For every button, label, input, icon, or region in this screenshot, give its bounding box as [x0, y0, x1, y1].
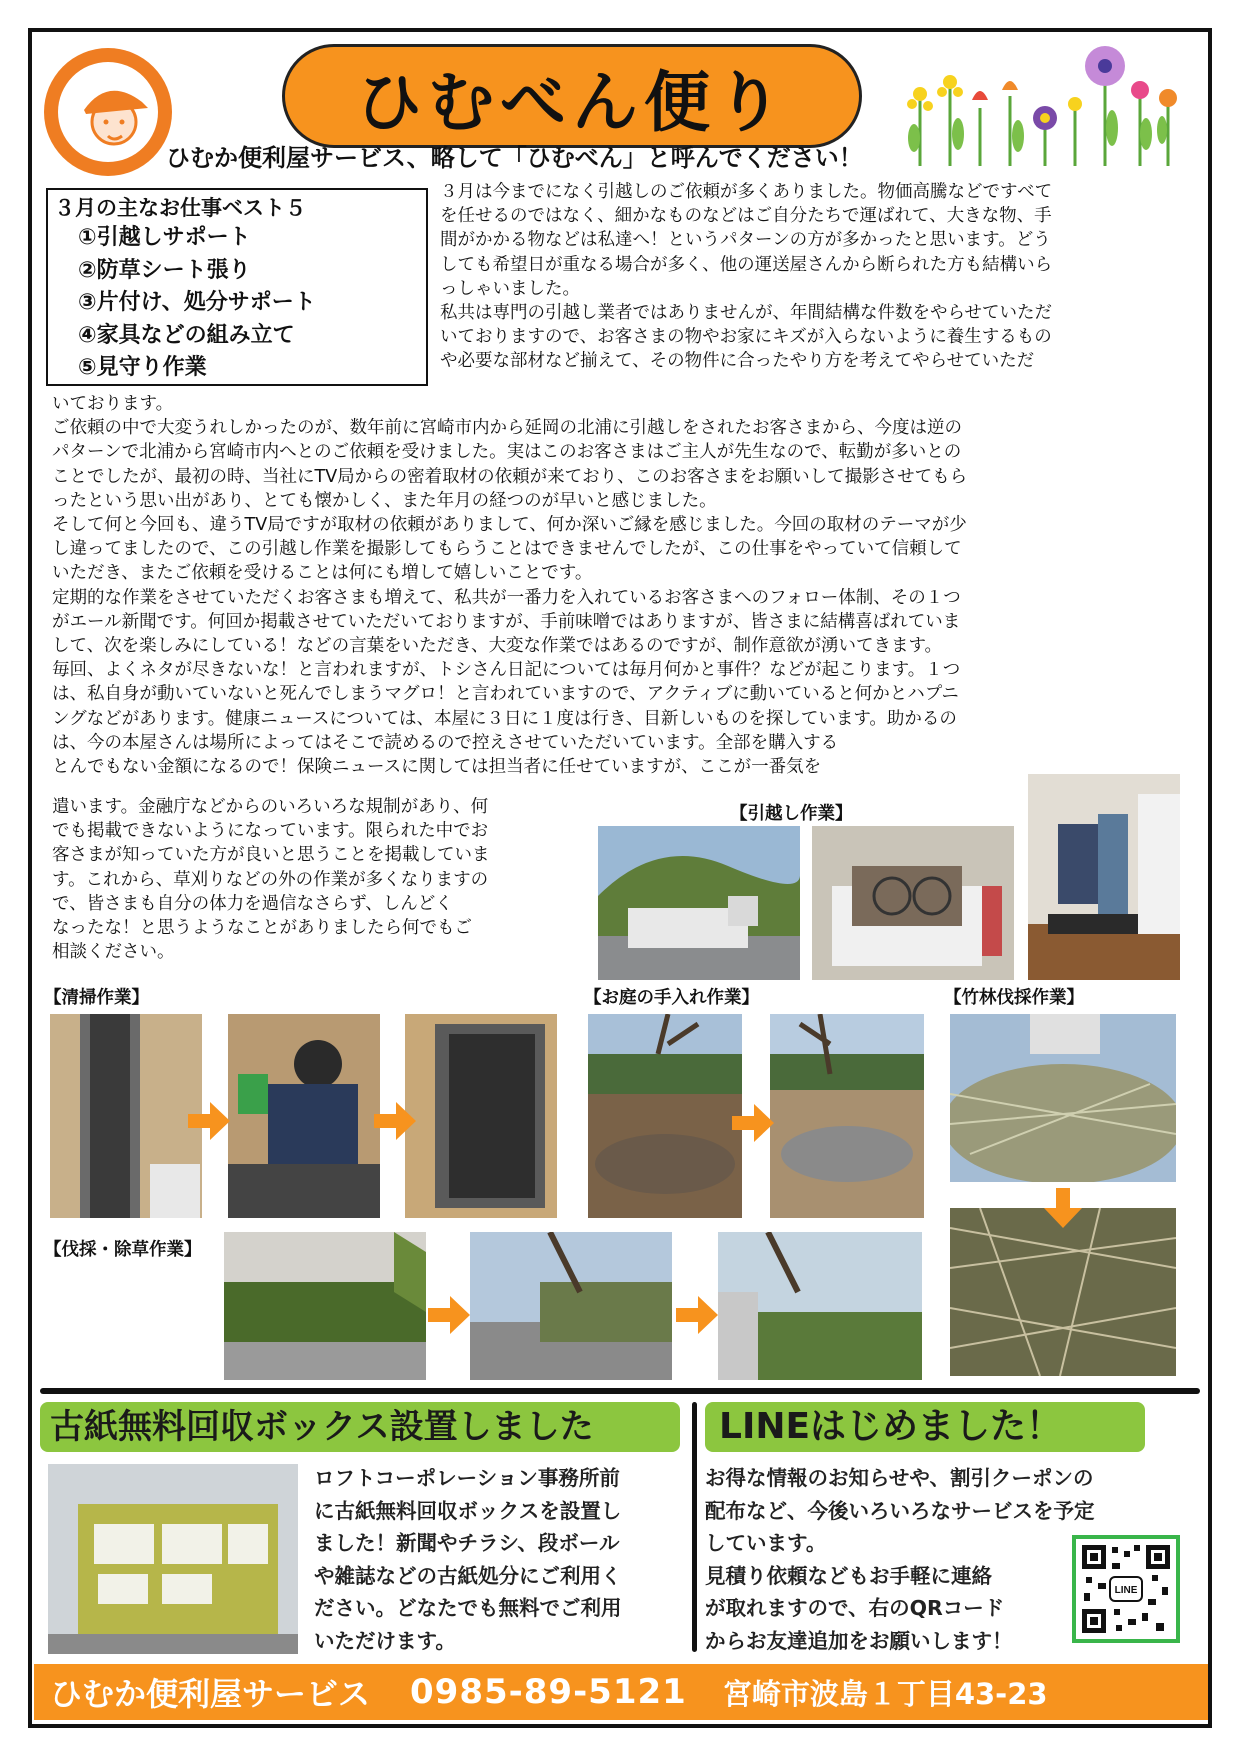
paper-box-line: ださい。どなたでも無料でご利用 — [314, 1596, 622, 1620]
orange-arrow-icon — [732, 1104, 774, 1142]
article-text-left — [52, 795, 602, 964]
weeding-photo-3 — [718, 1232, 922, 1380]
article-line: なったな！と思うようなことがありましたら何でもご — [52, 918, 472, 939]
company-logo-icon — [38, 40, 178, 180]
article-line: は、今の本屋さんは場所によってはそこで読めるので控えさせていただいています。全部を購入する — [52, 732, 839, 753]
footer-company: ひむか便利屋サービス — [50, 1675, 371, 1713]
article-line: は、私自身が動いていないと死んでしまうマグロ！と言われていますので、アクティブに動いていると何かとハプニ — [52, 684, 959, 705]
orange-arrow-icon — [374, 1102, 416, 1140]
article-line: 客さまが知っていた方が良いと思うことを掲載していま — [52, 845, 490, 866]
line-text-line: が取れますので、右のQRコード — [705, 1596, 1005, 1620]
line-text — [705, 1462, 1105, 1657]
line-heading — [705, 1402, 1145, 1452]
moving-photo-3 — [1028, 774, 1180, 980]
paper-box-line: ました！新聞やチラシ、段ボール — [314, 1531, 620, 1555]
article-line: し違ってましたので、この引越し作業を撮影してもらうことはできませんでしたが、この仕事をやっていて信頼して — [52, 539, 962, 560]
best5-item: ④家具などの組み立て — [78, 322, 295, 348]
article-line: そして何と今回も、違うTV局ですが取材の依頼がありまして、何か深いご縁を感じました。今回の取材のテーマが少 — [52, 515, 967, 536]
caption-weeding: 【伐採・除草作業】 — [44, 1240, 202, 1260]
qr-line-label: LINE — [1114, 1585, 1138, 1596]
line-text-line: お得な情報のお知らせや、割引クーポンの — [705, 1466, 1094, 1490]
paper-box-line: いただけます。 — [314, 1628, 456, 1653]
article-line: 間がかかる物などは私達へ！というパターンの方が多かったと思います。どう — [440, 230, 1051, 251]
paper-box-heading — [40, 1402, 680, 1452]
line-text-line: 見積り依頼などもお手軽に連絡 — [705, 1563, 992, 1588]
orange-arrow-icon — [1044, 1188, 1082, 1228]
moving-photo-2 — [812, 826, 1014, 980]
article-line: いております。 — [52, 394, 174, 414]
best5-box — [46, 188, 428, 386]
section-divider — [40, 1388, 1200, 1394]
paper-box-text — [314, 1462, 686, 1657]
paper-box-photo — [48, 1464, 298, 1654]
tagline: ひむか便利屋サービス、略して「ひむべん」と呼んでください！ — [166, 144, 863, 172]
weeding-photo-1 — [224, 1232, 426, 1380]
newsletter-title — [282, 44, 862, 148]
caption-garden: 【お庭の手入れ作業】 — [584, 988, 759, 1008]
cleaning-photo-2 — [228, 1014, 380, 1218]
line-text-line: しています。 — [705, 1531, 827, 1555]
line-heading-text: LINEはじめました！ — [719, 1406, 1063, 1447]
paper-box-line: ロフトコーポレーション事務所前 — [314, 1466, 620, 1490]
bamboo-photo-1 — [950, 1014, 1176, 1182]
orange-arrow-icon — [188, 1102, 230, 1140]
newsletter-title-text: ひむべん便り — [356, 63, 788, 141]
article-line: いただき、またご依頼を受けることは何にも増して嬉しいことです。 — [52, 563, 593, 584]
article-line: パターンで北浦から宮崎市内へとのご依頼を受けました。実はこのお客さまはご主人が先生なので、転勤が多いとの — [52, 442, 962, 463]
caption-bamboo: 【竹林伐採作業】 — [944, 988, 1084, 1008]
orange-arrow-icon — [676, 1296, 718, 1334]
article-line: して、次を楽しみにしている！などの言葉をいただき、大変な作業ではあるのですが、制作意欲が湧いてきます。 — [52, 636, 943, 657]
article-line: いておりますので、お客さまの物やお家にキズが入らないように養生するもの — [440, 327, 1052, 348]
orange-arrow-icon — [428, 1296, 470, 1334]
article-line: を任せるのではなく、細かなものなどはご自分たちで運ばれて、大きな物、手 — [440, 206, 1052, 227]
moving-photo-1 — [598, 826, 800, 980]
best5-item: ⑤見守り作業 — [78, 355, 207, 380]
garden-photo-1 — [588, 1014, 742, 1218]
article-line: 毎回、よくネタが尽きないな！と言われますが、トシさん日記については毎月何かと事件？などが起こります。１つ — [52, 660, 961, 681]
paper-box-heading-text: 古紙無料回収ボックス設置しました — [50, 1407, 594, 1447]
garden-photo-2 — [770, 1014, 924, 1218]
paper-box-line: に古紙無料回収ボックスを設置し — [314, 1498, 622, 1523]
article-line: ３月は今までになく引越しのご依頼が多くありました。物価高騰などですべて — [440, 182, 1053, 202]
article-line: でも掲載できないようになっています。限られた中でお — [52, 821, 489, 842]
article-line: 私共は専門の引越し業者ではありませんが、年間結構な件数をやらせていただ — [440, 303, 1052, 324]
best5-item: ②防草シート張り — [78, 257, 251, 283]
article-line: 遣います。金融庁などからのいろいろな規制があり、何 — [52, 797, 489, 817]
caption-cleaning: 【清掃作業】 — [44, 988, 149, 1008]
article-line: ご依頼の中で大変うれしかったのが、数年前に宮崎市内から延岡の北浦に引越しをされたお客さまから、今度は逆の — [52, 418, 962, 439]
article-line: しても希望日が重なる場合が多く、他の運送屋さんから断られた方も結構いら — [440, 254, 1053, 275]
article-line: ことでしたが、最初の時、当社にTV局からの密着取材の依頼が来ており、このお客さまをお願いして撮影させてもら — [52, 466, 968, 487]
best5-item: ③片付け、処分サポート — [78, 290, 316, 315]
article-line: ングなどがあります。健康ニュースについては、本屋に３日に１度は行き、目新しいものを探しています。助かるの — [52, 708, 957, 729]
article-line: す。これから、草刈りなどの外の作業が多くなりますの — [52, 869, 489, 890]
cleaning-photo-3 — [405, 1014, 557, 1218]
article-text-right — [440, 180, 1192, 374]
qr-code-icon[interactable] — [1072, 1535, 1180, 1643]
best5-item: ①引越しサポート — [78, 225, 251, 250]
cleaning-photo-1 — [50, 1014, 202, 1218]
article-line: 定期的な作業をさせていただくお客さまも増えて、私共が一番力を入れているお客さまへのフォロー体制、その１つ — [52, 587, 961, 608]
article-line: 相談ください。 — [52, 942, 175, 963]
line-text-line: 配布など、今後いろいろなサービスを予定 — [705, 1498, 1095, 1523]
footer-address: 宮崎市波島１丁目43-23 — [722, 1676, 1048, 1711]
article-line: がエール新聞です。何回か掲載させていただいておりますが、手前味噌ではありますが、皆さまに結構喜ばれていま — [52, 611, 961, 632]
caption-moving: 【引越し作業】 — [730, 804, 853, 824]
article-line: ったという思い出があり、とても懐かしく、また年月の経つのが早いと感じました。 — [52, 490, 717, 511]
weeding-photo-2 — [470, 1232, 672, 1380]
footer-bar — [34, 1664, 1208, 1720]
bamboo-photo-2 — [950, 1208, 1176, 1376]
line-text-line: からお友達追加をお願いします！ — [705, 1628, 1013, 1653]
article-line: とんでもない金額になるので！保険ニュースに関しては担当者に任せていますが、ここが一番気を — [52, 757, 822, 778]
article-line: っしゃいました。 — [440, 278, 580, 299]
column-divider — [692, 1402, 697, 1652]
best5-heading: ３月の主なお仕事ベスト５ — [54, 196, 306, 220]
article-line: で、皆さまも自分の体力を過信なさらず、しんどく — [52, 893, 453, 914]
paper-box-line: や雑誌などの古紙処分にご利用く — [314, 1563, 622, 1588]
article-text-full — [52, 392, 1192, 779]
footer-phone[interactable]: 0985-89-5121 — [410, 1672, 687, 1712]
article-line: や必要な部材など揃えて、その物件に合ったやり方を考えてやらせていただ — [440, 351, 1035, 372]
